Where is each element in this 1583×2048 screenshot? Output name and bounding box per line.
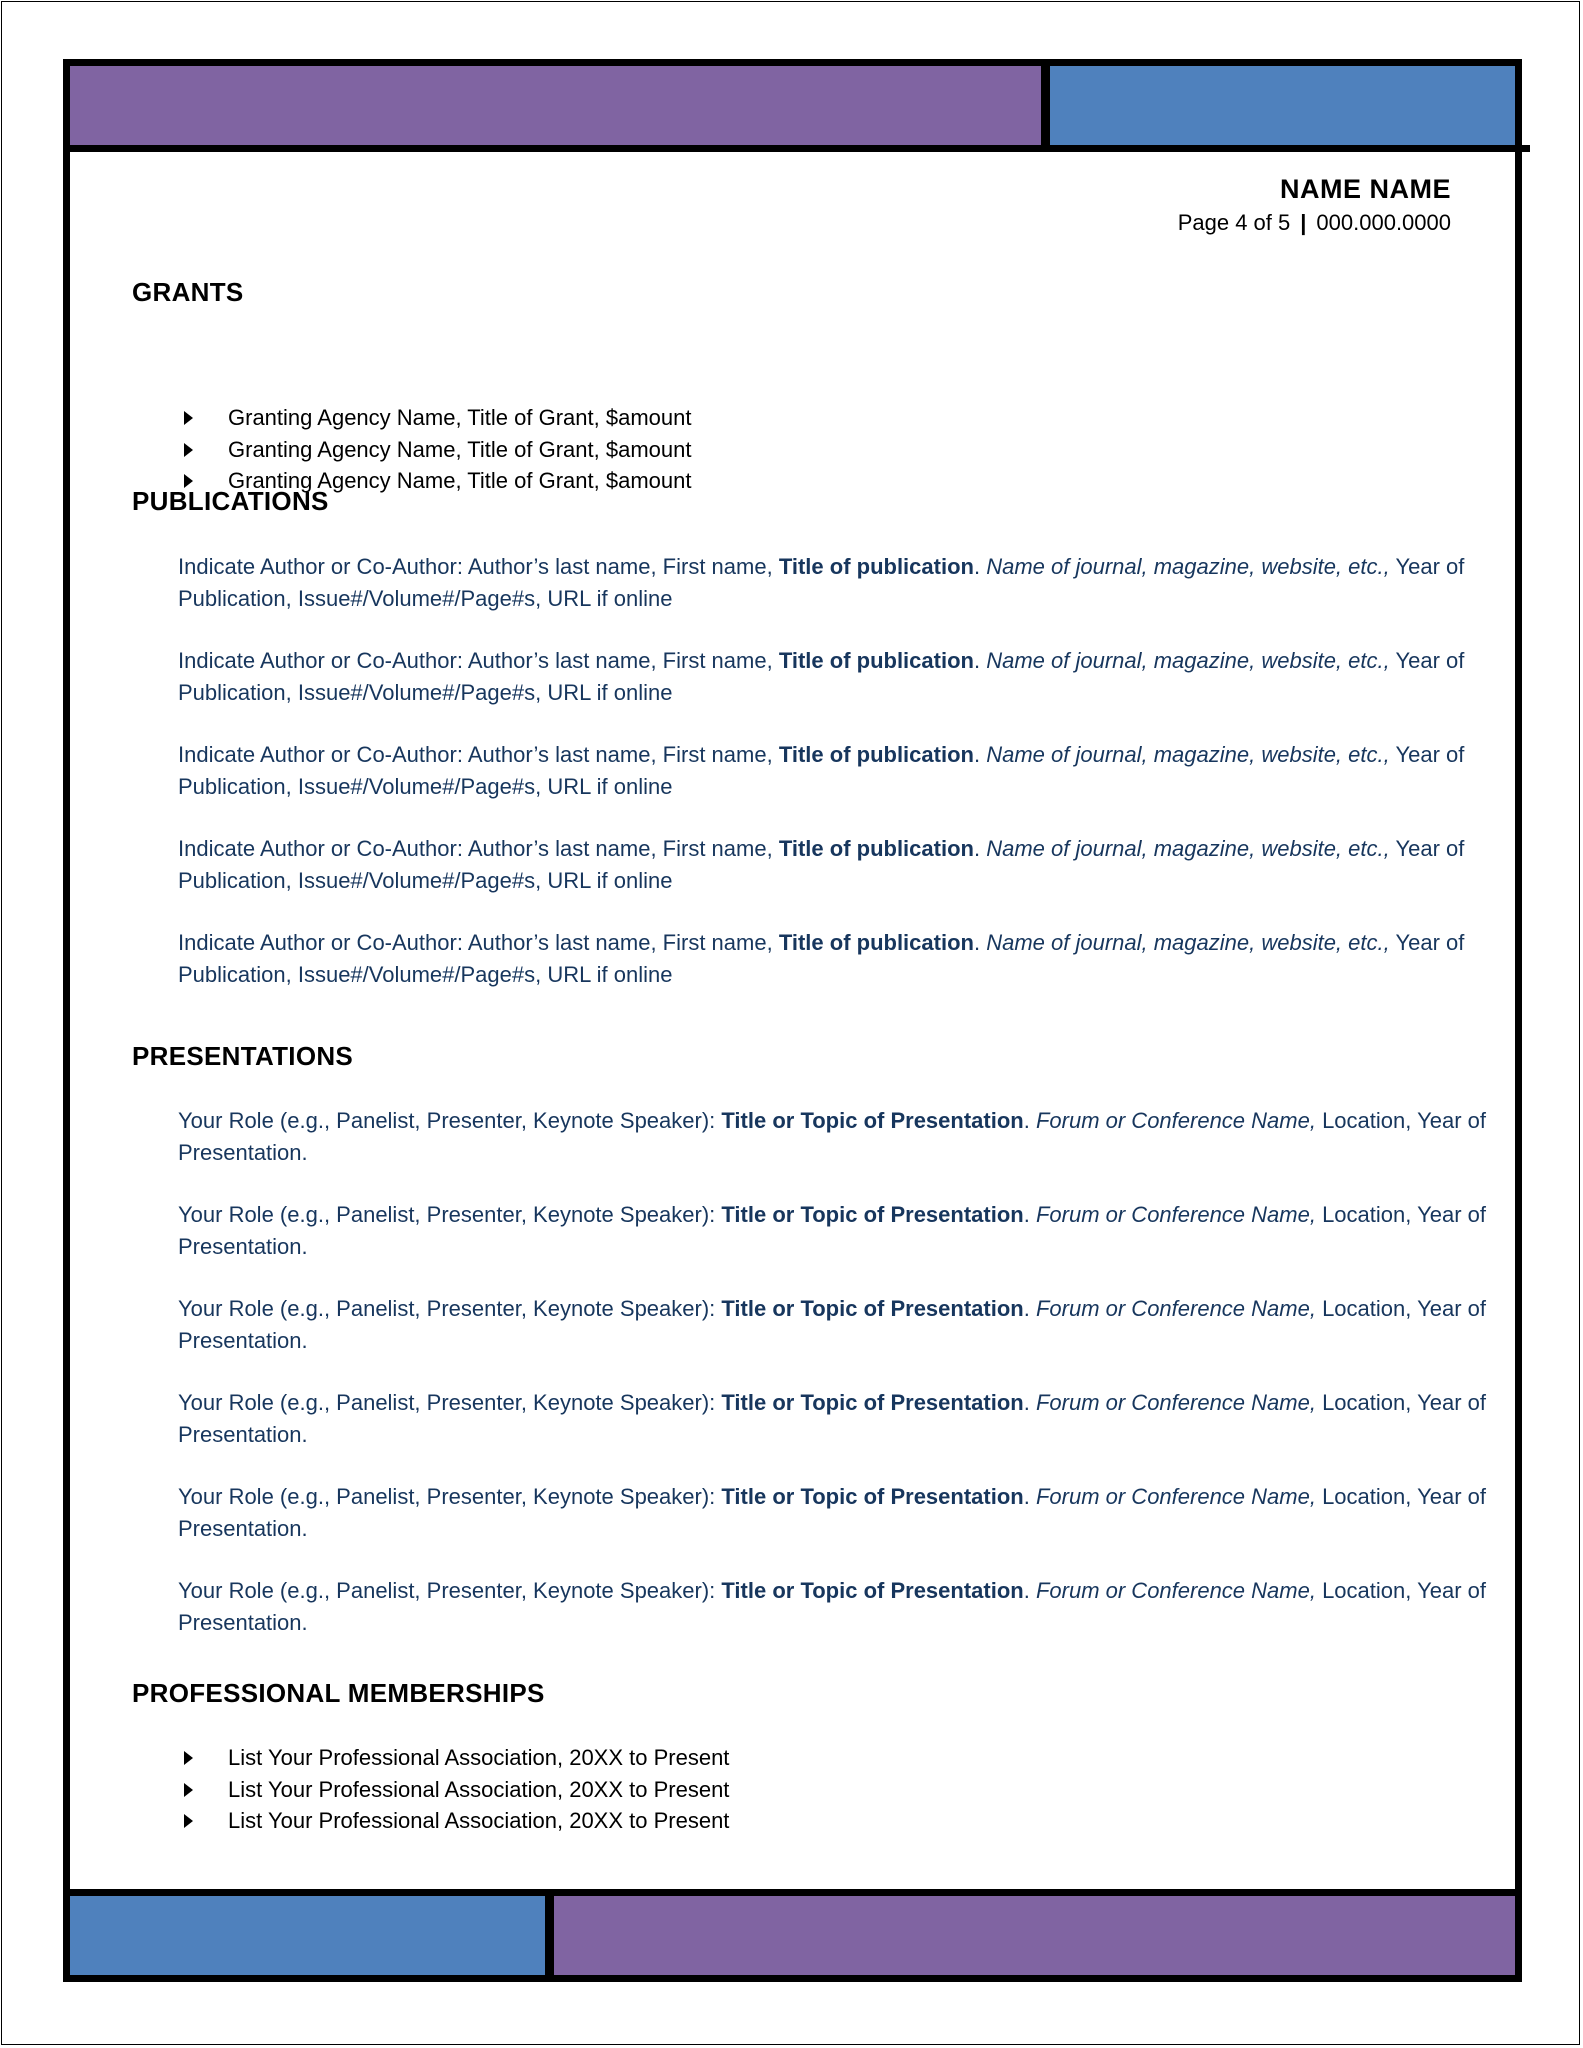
publication-entry: Indicate Author or Co-Author: Author’s last name, First name, Title of publication. Name of journal, magazine, website, etc., Year of Publication, Issue#/Volume#/Page#s, URL if online [178, 930, 1465, 987]
publication-entry: Indicate Author or Co-Author: Author’s last name, First name, Title of publication. Name of journal, magazine, website, etc., Year of Publication, Issue#/Volume#/Page#s, URL if online [178, 648, 1465, 705]
phone-number: 000.000.0000 [1316, 210, 1451, 235]
triangle-bullet-icon [184, 443, 193, 457]
presentation-entry: Your Role (e.g., Panelist, Presenter, Keynote Speaker): Title or Topic of Presentation. Forum or Conference Name, Location, Year of Presentation. [178, 1484, 1486, 1541]
memberships-heading: PROFESSIONAL MEMBERSHIPS [132, 1678, 545, 1708]
bottom-purple-band [554, 1896, 1515, 1975]
page-label: Page 4 of 5 [1177, 210, 1291, 235]
publications-heading: PUBLICATIONS [132, 486, 329, 516]
triangle-bullet-icon [184, 411, 193, 425]
presentations-list [178, 1105, 1508, 1669]
grants-list [180, 402, 691, 497]
list-item: List Your Professional Association, 20XX to Present [180, 1742, 729, 1774]
presentation-entry: Your Role (e.g., Panelist, Presenter, Keynote Speaker): Title or Topic of Presentation. Forum or Conference Name, Location, Year of Presentation. [178, 1578, 1486, 1635]
publications-list [178, 551, 1508, 1021]
list-item: List Your Professional Association, 20XX to Present [180, 1774, 729, 1806]
separator: | [1300, 210, 1307, 235]
list-item: Granting Agency Name, Title of Grant, $amount [180, 465, 691, 497]
top-blue-band [1050, 66, 1515, 145]
memberships-list [180, 1742, 729, 1837]
publication-entry: Indicate Author or Co-Author: Author’s last name, First name, Title of publication. Name of journal, magazine, website, etc., Year of Publication, Issue#/Volume#/Page#s, URL if online [178, 836, 1465, 893]
triangle-bullet-icon [184, 1751, 193, 1765]
triangle-bullet-icon [184, 1814, 193, 1828]
presentation-entry: Your Role (e.g., Panelist, Presenter, Keynote Speaker): Title or Topic of Presentation. Forum or Conference Name, Location, Year of Presentation. [178, 1296, 1486, 1353]
list-item: Granting Agency Name, Title of Grant, $amount [180, 434, 691, 466]
page-header [1178, 172, 1451, 240]
bottom-band-divider [545, 1896, 554, 1975]
publication-entry: Indicate Author or Co-Author: Author’s last name, First name, Title of publication. Name of journal, magazine, website, etc., Year of Publication, Issue#/Volume#/Page#s, URL if online [178, 742, 1465, 799]
contact-line [1178, 206, 1451, 240]
top-purple-band [70, 66, 1041, 145]
presentation-entry: Your Role (e.g., Panelist, Presenter, Keynote Speaker): Title or Topic of Presentation. Forum or Conference Name, Location, Year of Presentation. [178, 1108, 1486, 1165]
triangle-bullet-icon [184, 1783, 193, 1797]
bottom-blue-band [70, 1896, 545, 1975]
grants-heading: GRANTS [132, 277, 244, 307]
list-item: List Your Professional Association, 20XX to Present [180, 1805, 729, 1837]
list-item: Granting Agency Name, Title of Grant, $amount [180, 402, 691, 434]
top-band-divider [1041, 66, 1050, 145]
publication-entry: Indicate Author or Co-Author: Author’s last name, First name, Title of publication. Name of journal, magazine, website, etc., Year of Publication, Issue#/Volume#/Page#s, URL if online [178, 554, 1465, 611]
top-band-rule [70, 145, 1530, 152]
presentation-entry: Your Role (e.g., Panelist, Presenter, Keynote Speaker): Title or Topic of Presentation. Forum or Conference Name, Location, Year of Presentation. [178, 1202, 1486, 1259]
presentations-heading: PRESENTATIONS [132, 1041, 354, 1071]
resume-page [63, 59, 1522, 1982]
bottom-band-rule [70, 1889, 1515, 1896]
presentation-entry: Your Role (e.g., Panelist, Presenter, Keynote Speaker): Title or Topic of Presentation. Forum or Conference Name, Location, Year of Presentation. [178, 1390, 1486, 1447]
candidate-name: NAME NAME [1280, 174, 1451, 204]
